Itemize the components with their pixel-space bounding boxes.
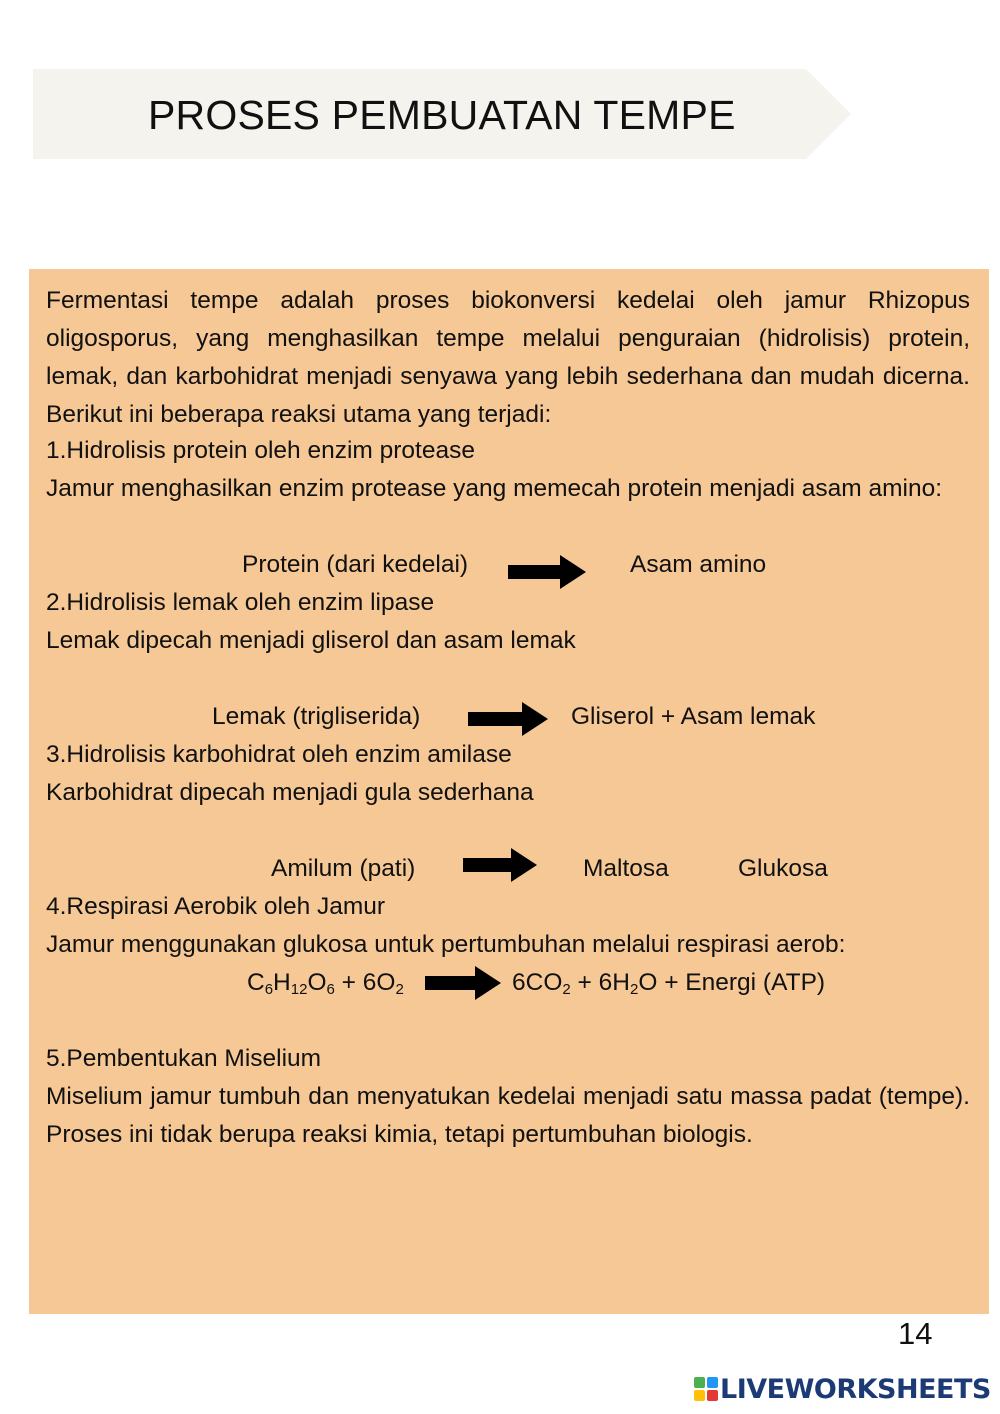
section-3-description: Karbohidrat dipecah menjadi gula sederhana [46, 779, 534, 806]
section-1-description: Jamur menghasilkan enzim protease yang memecah protein menjadi asam amino: [46, 475, 943, 502]
reaction-2-product: Gliserol + Asam lemak [571, 703, 816, 730]
page-number: 14 [898, 1316, 933, 1351]
brand-name: LIVEWORKSHEETS [720, 1373, 991, 1405]
section-4-description: Jamur menggunakan glukosa untuk pertumbuhan melalui respirasi aerob: [46, 931, 846, 958]
brand-logo [694, 1373, 991, 1405]
reaction-4-product: $6CO_2 + 6H_2O$ + Energi (ATP) [512, 969, 826, 998]
reaction-3-product: Maltosa [583, 855, 669, 882]
reaction-3-reactant: Amilum (pati) [271, 855, 416, 882]
reaction-4-reactant: $C_6H_{12}O_6 + 6O_2$ [247, 969, 404, 998]
section-5-description: Miselium jamur tumbuh dan menyatukan kedelai menjadi satu massa padat (tempe). Proses ini tidak berupa reaksi kimia, tetapi pertumbuhan biologis. [46, 1083, 970, 1148]
intro-paragraph: Fermentasi tempe adalah proses biokonversi kedelai oleh jamur Rhizopus oligosporus, yang menghasilkan tempe melalui penguraian (hidrolisis) protein, lemak, dan karbohidrat menjadi senyawa yang lebih sederhana dan mudah dicerna. Berikut ini beberapa reaksi utama yang terjadi: [46, 287, 970, 428]
section-2-description: Lemak dipecah menjadi gliserol dan asam lemak [46, 627, 576, 654]
reaction-2-arrow-icon [468, 700, 550, 738]
reaction-2-reactant: Lemak (trigliserida) [212, 703, 421, 730]
section-2-heading: 2.Hidrolisis lemak oleh enzim lipase [46, 589, 435, 616]
reaction-1-arrow-icon [508, 553, 588, 591]
section-5-heading: 5.Pembentukan Miselium [46, 1045, 322, 1072]
section-4-heading: 4.Respirasi Aerobik oleh Jamur [46, 893, 386, 920]
reaction-1-reactant: Protein (dari kedelai) [242, 551, 469, 578]
section-3-heading: 3.Hidrolisis karbohidrat oleh enzim amilase [46, 741, 512, 768]
reaction-4-arrow-icon [425, 964, 503, 1002]
reaction-3-arrow-icon [463, 846, 539, 884]
reaction-3-product-2: Glukosa [738, 855, 828, 882]
reaction-1-product: Asam amino [630, 551, 767, 578]
page-title: PROSES PEMBUATAN TEMPE [148, 92, 736, 138]
liveworksheets-icon [694, 1377, 718, 1401]
section-1-heading: 1.Hidrolisis protein oleh enzim protease [46, 437, 475, 464]
